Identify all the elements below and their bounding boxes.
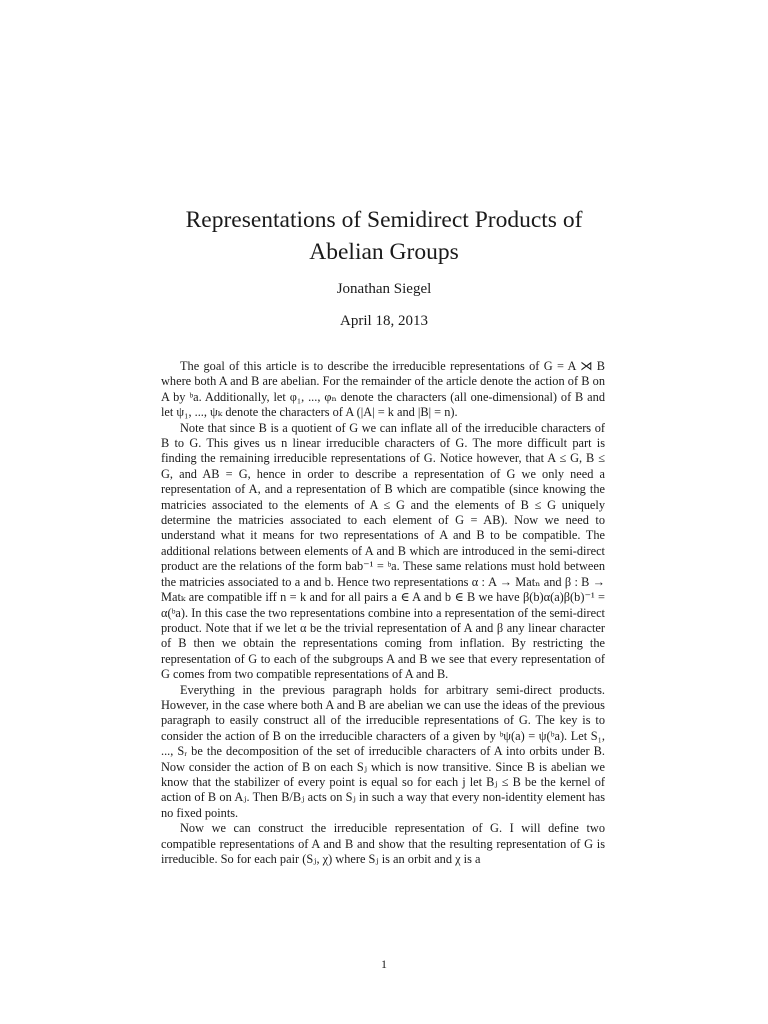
- paragraph-3: Everything in the previous paragraph holds for arbitrary semi-direct products. However, in the case where both A and B are abelian we can use the ideas of the previous paragraph to easily construct all of the irreducible representations of G. The key is to consider the action of B on the irreducible characters of a given by ᵇψ(a) = ψ(ᵇa). Let S₁, ..., Sᵣ be the decomposition of the set of irreducible characters of A into orbits under B. Now consider the action of B on each Sⱼ which is now transitive. Since B is abelian we know that the stabilizer of every point is equal so for each j let Bⱼ ≤ B be the kernel of action of B on Aⱼ. Then B/Bⱼ acts on Sⱼ in such a way that every non-identity element has no fixed points.: [161, 682, 605, 820]
- paragraph-4: Now we can construct the irreducible representation of G. I will define two compatible representations of A and B and show that the resulting representation of G is irreducible. So for each pair (Sⱼ, χ) where Sⱼ is an orbit and χ is a: [161, 821, 605, 866]
- publication-date: April 18, 2013: [340, 313, 428, 329]
- page-number: 1: [381, 957, 387, 971]
- paragraph-2: Note that since B is a quotient of G we can inflate all of the irreducible characters of B to G. This gives us n linear irreducible characters of G. The more difficult part is finding the remaining irreducible representations of G. Notice however, that A ≤ G, B ≤ G, and AB = G, hence in order to describe a representation of G we only need a representation of A, and a representation of B which are compatible (since knowing the matricies associated to the elements of A ≤ G and the elements of B ≤ G uniquely determine the matricies associated to each element of G = AB). Now we need to understand what it means for two representations of A and B to be compatible. The additional relations between elements of A and B which are introduced in the semi-direct product are the relations of the form bab⁻¹ = ᵇa. These same relations must hold between the matricies associated to a and b. Hence two representations α : A → Matₙ and β : B → Matₖ are compatible iff n = k and for all pairs a ∈ A and b ∈ B we have β(b)α(a)β(b)⁻¹ = α(ᵇa). In this case the two representations combine into a representation of the semi-direct product. Note that if we let α be the trivial representation of A and β any linear character of B then we obtain the representations coming from inflation. By restricting the representation of G to each of the subgroups A and B we see that every representation of G comes from two compatible representations of A and B.: [161, 420, 605, 682]
- paper-title: [0, 204, 768, 268]
- body-text: [161, 359, 605, 867]
- author-name: Jonathan Siegel: [336, 281, 432, 297]
- paragraph-1: The goal of this article is to describe the irreducible representations of G = A ⋊ B where both A and B are abelian. For the remainder of the article denote the action of B on A by ᵇa. Additionally, let φ₁, ..., φₙ denote the characters (all one-dimensional) of B and let ψ₁, ..., ψₖ denote the characters of A (|A| = k and |B| = n).: [161, 359, 605, 420]
- title-line-2: Abelian Groups: [309, 239, 459, 265]
- title-line-1: Representations of Semidirect Products of: [185, 207, 583, 233]
